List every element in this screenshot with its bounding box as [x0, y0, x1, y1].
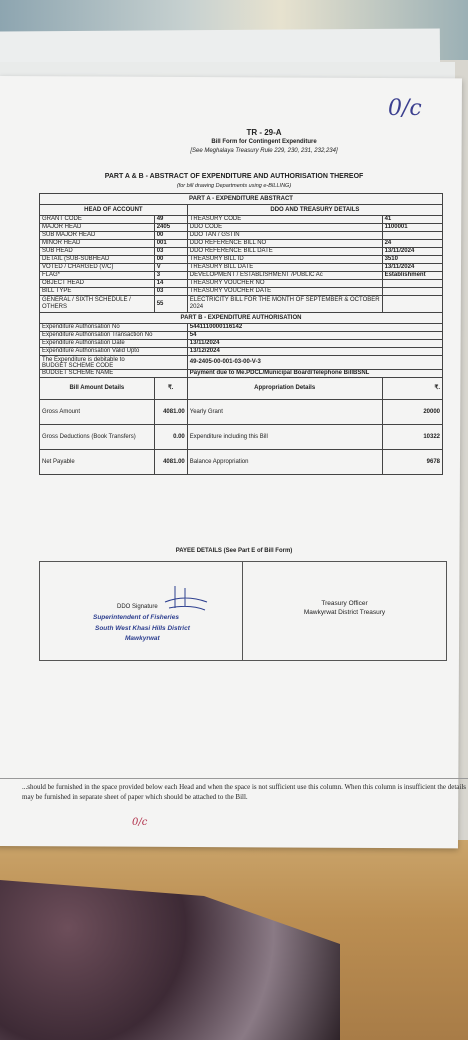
- part-ab-subtitle: (for bill drawing Departments using e-BILLING): [176, 183, 292, 189]
- amount-row: [40, 450, 443, 475]
- abstract-row: [40, 264, 443, 272]
- ddo-treasury-value-text: 1100001: [384, 224, 408, 230]
- head-of-account-value: [154, 264, 187, 272]
- part-b-row: [40, 324, 443, 332]
- ddo-treasury-value: [382, 264, 442, 272]
- ddo-treasury-label-text: TREASURY CODE: [189, 216, 242, 222]
- stamp-district: South West Khasi Hills District: [95, 625, 190, 632]
- ddo-treasury-label-text: ELECTRICITY BILL FOR THE MONTH OF SEPTEMBER & OCTOBER: [189, 297, 380, 303]
- head-of-account-label-text: DETAIL (SUB-SUBHEAD: [42, 256, 110, 262]
- ddo-treasury-label: [187, 248, 382, 256]
- form-rules: [See Meghalaya Treasury Rule 229, 230, 231, 232,234]: [190, 148, 338, 154]
- treasury-name: Mawkyrwat District Treasury: [303, 609, 386, 616]
- head-of-account-value-text: 00: [156, 256, 164, 262]
- amount-label: Gross Deductions (Book Transfers): [40, 425, 155, 450]
- handwritten-mark-bottom: 0/c: [132, 817, 148, 828]
- head-of-account-label: [40, 232, 155, 240]
- ddo-treasury-value: [382, 240, 442, 248]
- part-b-label: Expenditure Authorisation Valid Upto: [40, 348, 188, 356]
- ddo-treasury-value-text: 13/11/2024: [384, 248, 415, 254]
- ddo-treasury-label-text: DDO TAN / GSTIN: [189, 232, 240, 238]
- budget-name-row: [40, 370, 443, 378]
- footnote-text: ...should be furnished in the space provided below each Head and when the space is not sufficient use this column. When this column is insufficient the details may be furnished in separate sheet of paper which should be attached to the Bill.: [22, 783, 467, 801]
- bill-amount-header: Bill Amount Details: [40, 378, 155, 400]
- ddo-treasury-value: [382, 232, 442, 240]
- ddo-treasury-value: [382, 248, 442, 256]
- stamp-place: Mawkyrwat: [125, 635, 160, 642]
- head-of-account-value: [154, 224, 187, 232]
- head-of-account-value: [154, 280, 187, 288]
- head-of-account-value-text: 03: [156, 288, 164, 294]
- head-of-account-header: HEAD OF ACCOUNT: [40, 205, 188, 216]
- head-of-account-value-text: 49: [156, 216, 164, 222]
- head-of-account-value-text: 001: [156, 240, 167, 246]
- head-of-account-label: [40, 280, 155, 288]
- rupee-header: ₹.: [154, 378, 187, 400]
- head-of-account-label: [40, 248, 155, 256]
- fold-line: [0, 778, 468, 779]
- part-b-label: Expenditure Authorisation Transaction No: [40, 332, 188, 340]
- head-of-account-value: [154, 272, 187, 280]
- head-of-account-value-text: 14: [156, 280, 164, 286]
- ddo-treasury-value-text: 3510: [384, 256, 398, 262]
- ddo-treasury-label: [187, 256, 382, 264]
- ddo-treasury-value: [382, 256, 442, 264]
- form-code: TR - 29-A: [246, 128, 282, 137]
- ddo-treasury-label: [187, 224, 382, 232]
- part-b-row: [40, 340, 443, 348]
- head-of-account-label-text: GRANT CODE: [42, 216, 82, 222]
- head-of-account-label: [40, 264, 155, 272]
- appropriation-value: 9678: [382, 450, 442, 475]
- ddo-treasury-value: [382, 296, 442, 313]
- head-of-account-value: [154, 216, 187, 224]
- head-of-account-label: [40, 288, 155, 296]
- budget-scheme-name-label: BUDGET SCHEME NAME: [40, 370, 188, 378]
- ddo-treasury-value: [382, 280, 442, 288]
- head-of-account-value: [154, 232, 187, 240]
- head-of-account-label-text: OBJECT HEAD: [42, 280, 84, 286]
- ddo-treasury-label-text: TREASURY BILL DATE: [189, 264, 254, 270]
- head-of-account-label: [40, 296, 155, 313]
- head-of-account-label-text: MAJOR HEAD: [42, 224, 82, 230]
- head-of-account-label-text: SUB MAJOR HEAD: [42, 232, 96, 238]
- ddo-treasury-value: [382, 288, 442, 296]
- head-of-account-value: [154, 288, 187, 296]
- ddo-treasury-label-text: DDO REFERENCE BILL NO: [189, 240, 267, 246]
- abstract-row: [40, 224, 443, 232]
- budget-code-row: [40, 356, 443, 370]
- head-of-account-value-text: 3: [156, 272, 161, 278]
- appropriation-label: Balance Appropriation: [187, 450, 382, 475]
- debitable-label: The Expenditure is debitable to: [42, 356, 125, 363]
- abstract-row: [40, 272, 443, 280]
- ddo-treasury-value-text: Establishment: [384, 272, 426, 278]
- ddo-treasury-label-text: DDO CODE: [189, 224, 223, 230]
- ddo-treasury-header: DDO AND TREASURY DETAILS: [187, 205, 442, 216]
- abstract-row: [40, 288, 443, 296]
- budget-code-label: [40, 356, 188, 370]
- head-of-account-value: [154, 296, 187, 313]
- ddo-treasury-label-text: TREASURY VOUCHER DATE: [189, 288, 272, 294]
- head-of-account-value-text: 00: [156, 232, 164, 238]
- ddo-treasury-value-text: 24: [384, 240, 392, 246]
- abstract-row: [40, 256, 443, 264]
- abstract-row: [40, 240, 443, 248]
- handwritten-mark-top: 0/c: [388, 96, 422, 121]
- head-of-account-value-text: V: [156, 264, 161, 270]
- head-of-account-label: [40, 256, 155, 264]
- head-of-account-value: [154, 248, 187, 256]
- ddo-treasury-label: [187, 272, 382, 280]
- appropriation-label: Yearly Grant: [187, 400, 382, 425]
- head-of-account-label: [40, 216, 155, 224]
- part-b-row: [40, 348, 443, 356]
- ddo-treasury-label-text: DDO REFERENCE BILL DATE: [189, 248, 273, 254]
- budget-scheme-name-value: Payment due to Me.PDCL/Municipal Board/Telephone BillBSNL: [187, 370, 442, 378]
- expenditure-table: [39, 193, 443, 475]
- stamp-designation: Superintendent of Fisheries: [93, 614, 179, 621]
- ddo-treasury-label-text: TREASURY BILL ID: [189, 256, 244, 262]
- ddo-treasury-label: [187, 280, 382, 288]
- abstract-row: [40, 232, 443, 240]
- ddo-treasury-label: [187, 240, 382, 248]
- head-of-account-label-text: BILL TYPE: [42, 288, 72, 294]
- part-b-label: Expenditure Authorisation No: [40, 324, 188, 332]
- ddo-signature-cell: [40, 562, 243, 660]
- amount-value: 0.00: [154, 425, 187, 450]
- head-of-account-label: [40, 272, 155, 280]
- head-of-account-label: [40, 240, 155, 248]
- abstract-row: [40, 248, 443, 256]
- ddo-treasury-value: [382, 272, 442, 280]
- amount-value: 4081.00: [154, 400, 187, 425]
- ddo-treasury-value-text: 41: [384, 216, 392, 222]
- part-b-row: [40, 332, 443, 340]
- ddo-treasury-label-text-line2: 2024: [189, 304, 204, 310]
- part-b-value: 13/11/2024: [187, 340, 442, 348]
- amount-label: Net Payable: [40, 450, 155, 475]
- appropriation-value: 20000: [382, 400, 442, 425]
- head-of-account-label-text: SUB HEAD: [42, 248, 73, 254]
- ddo-treasury-value-text: 13/11/2024: [384, 264, 415, 270]
- ddo-treasury-label: [187, 264, 382, 272]
- ddo-signature-label: DDO Signature: [117, 604, 158, 610]
- ddo-treasury-value: [382, 224, 442, 232]
- ddo-treasury-label: [187, 296, 382, 313]
- appropriation-value: 10322: [382, 425, 442, 450]
- part-b-value: 54: [187, 332, 442, 340]
- head-of-account-value: [154, 240, 187, 248]
- appropriation-label: Expenditure including this Bill: [187, 425, 382, 450]
- head-of-account-label-text: MINOR HEAD: [42, 240, 81, 246]
- treasury-officer-label: Treasury Officer: [321, 600, 368, 607]
- form-title: Bill Form for Contingent Expenditure: [211, 139, 317, 145]
- ddo-treasury-value: [382, 216, 442, 224]
- budget-scheme-code-label: BUDGET SCHEME CODE: [42, 362, 114, 369]
- ddo-treasury-label-text: DEVELOPMENT / ESTABLISHMENT /PUBLIC Ac: [189, 272, 323, 278]
- ddo-treasury-label: [187, 288, 382, 296]
- ddo-treasury-label-text: TREASURY VOUCHER NO: [189, 280, 265, 286]
- head-of-account-label-text: VOTED / CHARGED (V/C): [42, 264, 114, 270]
- part-a-title: PART A - EXPENDITURE ABSTRACT: [40, 194, 443, 205]
- treasury-officer-cell: [243, 562, 446, 660]
- head-of-account-value-text: 2405: [156, 224, 171, 230]
- head-of-account-label-text: FLAG*: [42, 272, 61, 278]
- head-of-account-value: [154, 256, 187, 264]
- amount-header-row: [40, 378, 443, 400]
- part-b-label: Expenditure Authorisation Date: [40, 340, 188, 348]
- head-of-account-label-text: GENERAL / SIXTH SCHEDULE /: [42, 297, 131, 303]
- amount-row: [40, 425, 443, 450]
- amount-row: [40, 400, 443, 425]
- abstract-row: [40, 216, 443, 224]
- ddo-treasury-label: [187, 216, 382, 224]
- amount-label: Gross Amount: [40, 400, 155, 425]
- appropriation-header: Appropriation Details: [187, 378, 382, 400]
- head-of-account-label-text-line2: OTHERS: [42, 304, 68, 310]
- payee-details-box: [39, 561, 447, 661]
- amount-value: 4081.00: [154, 450, 187, 475]
- head-of-account-value-text: 55: [156, 300, 164, 307]
- abstract-row: [40, 296, 443, 313]
- signature-scribble: [155, 584, 210, 614]
- abstract-row: [40, 280, 443, 288]
- ddo-treasury-label: [187, 232, 382, 240]
- part-b-value: 5441110000116142: [187, 324, 442, 332]
- head-of-account-label: [40, 224, 155, 232]
- payee-details-title: PAYEE DETAILS (See Part E of Bill Form): [175, 548, 293, 554]
- part-ab-title: PART A & B - ABSTRACT OF EXPENDITURE AND AUTHORISATION THEREOF: [104, 173, 364, 180]
- budget-scheme-code-value: 49-2405-00-001-03-00-V-3: [187, 356, 442, 370]
- head-of-account-value-text: 03: [156, 248, 164, 254]
- rupee-header-2: ₹.: [382, 378, 442, 400]
- part-b-title: PART B - EXPENDITURE AUTHORISATION: [40, 313, 443, 324]
- part-b-value: 13/12/2024: [187, 348, 442, 356]
